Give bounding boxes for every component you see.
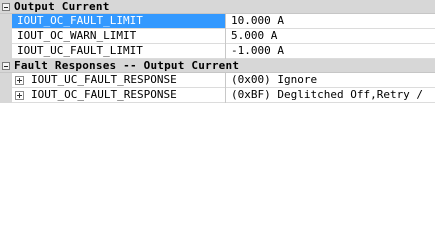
- row-gutter: [0, 73, 12, 88]
- category-label: Fault Responses -- Output Current: [14, 59, 240, 72]
- property-value-field[interactable]: (0xBF) Deglitched Off,Retry /: [231, 88, 424, 101]
- property-row-iout-oc-warn-limit[interactable]: [0, 29, 435, 44]
- property-name: IOUT_UC_FAULT_LIMIT: [17, 44, 143, 57]
- category-label: Output Current: [14, 0, 110, 13]
- property-name: IOUT_OC_FAULT_RESPONSE: [31, 88, 177, 101]
- property-name: IOUT_OC_FAULT_LIMIT: [12, 14, 225, 28]
- row-gutter: [0, 44, 12, 59]
- property-grid: [0, 0, 435, 113]
- property-value-field[interactable]: 10.000 A: [226, 14, 435, 28]
- property-row-iout-oc-fault-limit[interactable]: [0, 14, 435, 29]
- collapse-icon[interactable]: [2, 3, 10, 11]
- category-fault-responses-output-current[interactable]: [0, 59, 435, 73]
- property-name: IOUT_OC_WARN_LIMIT: [17, 29, 137, 42]
- property-row-iout-oc-fault-response[interactable]: [0, 88, 435, 103]
- category-output-current[interactable]: [0, 0, 435, 14]
- property-value-field[interactable]: -1.000 A: [231, 44, 284, 57]
- property-value-field[interactable]: 5.000 A: [231, 29, 278, 42]
- property-value-field[interactable]: (0x00) Ignore: [231, 73, 318, 86]
- row-gutter: [0, 14, 12, 29]
- row-gutter: [0, 29, 12, 44]
- collapse-icon[interactable]: [2, 62, 10, 70]
- row-gutter: [0, 88, 12, 103]
- property-row-iout-uc-fault-response[interactable]: [0, 73, 435, 88]
- property-row-iout-uc-fault-limit[interactable]: [0, 44, 435, 59]
- property-name: IOUT_UC_FAULT_RESPONSE: [31, 73, 177, 86]
- grid-empty-area: [0, 109, 435, 113]
